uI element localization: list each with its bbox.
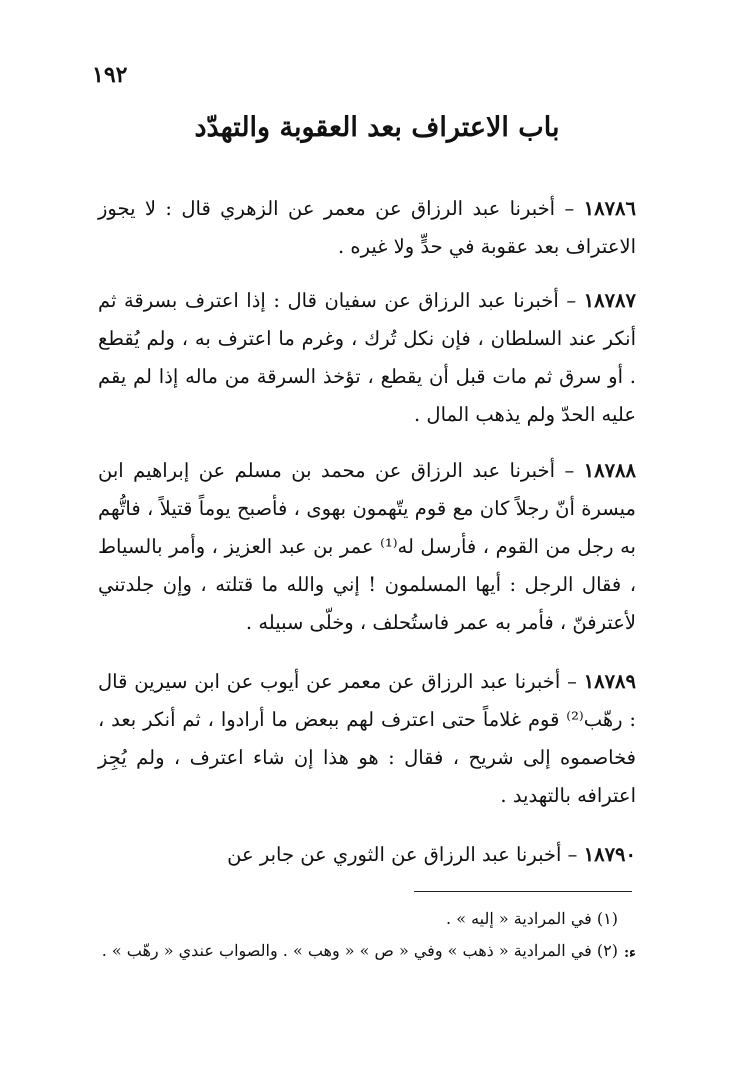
hadith-text: أخبرنا عبد الرزاق عن معمر عن الزهري قال : لا يجوز الاعتراف بعد عقوبة في حدٍّ ولا غيره . [98, 197, 636, 258]
hadith-18790: ١٨٧٩٠ – أخبرنا عبد الرزاق عن الثوري عن جابر عن [227, 843, 636, 866]
chapter-title: باب الاعتراف بعد العقوبة والتهدّد [194, 112, 560, 143]
footnote-divider [414, 891, 632, 892]
page-number: ١٩٢ [92, 62, 128, 88]
margin-mark: ء: [624, 945, 636, 961]
hadith-text: أخبرنا عبد الرزاق عن معمر عن أيوب عن ابن سيرين قال : رهّب⁽²⁾ قوم غلاماً حتى اعترف لهم ببعض ما أرادوا ، ثم أنكر بعد ، فخاصموه إلى شريح ، فقال : هو هذا إن شاء اعترف ، ولم يُجِز اعترافه بالتهديد . [98, 670, 636, 807]
hadith-18789: ١٨٧٨٩ – أخبرنا عبد الرزاق عن معمر عن أيوب عن ابن سيرين قال : رهّب⁽²⁾ قوم غلاماً حتى اعترف لهم ببعض ما أرادوا ، ثم أنكر بعد ، فخاصموه إلى شريح ، فقال : هو هذا إن شاء اعترف ، ولم يُجِز اعترافه بالتهديد . [98, 670, 637, 807]
hadith-number: ١٨٧٩٠ [583, 843, 636, 866]
hadith-number: ١٨٧٨٦ [583, 197, 636, 220]
footnote-1: (١) في المرادية « إليه » . [446, 909, 618, 928]
hadith-text: أخبرنا عبد الرزاق عن سفيان قال : إذا اعترف بسرقة ثم أنكر عند السلطان ، فإن نكل تُرك ، وغرم ما اعترف به ، ولم يُقطع . أو سرق ثم مات قبل أن يقطع ، تؤخذ السرقة من ماله إذا لم يقم عليه الحدّ ولم يذهب المال . [98, 289, 636, 426]
hadith-text: أخبرنا عبد الرزاق عن الثوري عن جابر عن [227, 843, 562, 866]
hadith-18788: ١٨٧٨٨ – أخبرنا عبد الرزاق عن محمد بن مسلم عن إبراهيم ابن ميسرة أنّ رجلاً كان مع قوم يتّهمون بهوى ، فأصبح يوماً قتيلاً ، فاتُّهم به رجل من القوم ، فأرسل له⁽¹⁾ عمر بن عبد العزيز ، وأمر بالسياط ، فقال الرجل : أيها المسلمون ! إني والله ما قتلته ، وإن جلدتني لأعترفنّ ، فأمر به عمر فاستُحلف ، وخلّى سبيله . [98, 459, 636, 634]
hadith-18786: ١٨٧٨٦ – أخبرنا عبد الرزاق عن معمر عن الزهري قال : لا يجوز الاعتراف بعد عقوبة في حدٍّ ولا غيره . [98, 197, 636, 258]
hadith-number: ١٨٧٨٨ [583, 459, 636, 482]
hadith-18787: ١٨٧٨٧ – أخبرنا عبد الرزاق عن سفيان قال : إذا اعترف بسرقة ثم أنكر عند السلطان ، فإن نكل تُرك ، وغرم ما اعترف به ، ولم يُقطع . أو سرق ثم مات قبل أن يقطع ، تؤخذ السرقة من ماله إذا لم يقم عليه الحدّ ولم يذهب المال . [98, 289, 636, 426]
footnotes [98, 903, 618, 967]
hadith-number: ١٨٧٨٧ [583, 289, 636, 312]
footnote-2: (٢) في المرادية « ذهب » وفي « ص » « وهب » . والصواب عندي « رهّب » . [101, 941, 618, 960]
hadith-text: أخبرنا عبد الرزاق عن محمد بن مسلم عن إبراهيم ابن ميسرة أنّ رجلاً كان مع قوم يتّهمون بهوى ، فأصبح يوماً قتيلاً ، فاتُّهم به رجل من القوم ، فأرسل له⁽¹⁾ عمر بن عبد العزيز ، وأمر بالسياط ، فقال الرجل : أيها المسلمون ! إني والله ما قتلته ، وإن جلدتني لأعترفنّ ، فأمر به عمر فاستُحلف ، وخلّى سبيله . [98, 459, 636, 634]
hadith-number: ١٨٧٨٩ [583, 670, 637, 693]
